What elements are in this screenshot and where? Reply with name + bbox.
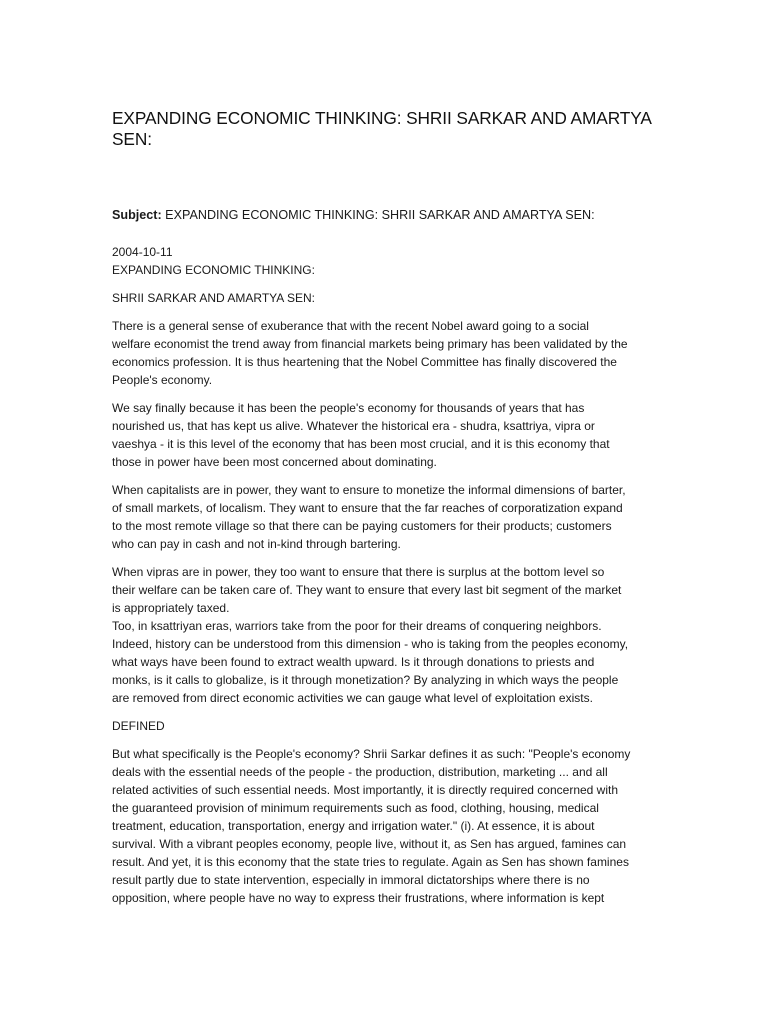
text-line: DEFINED	[112, 719, 165, 733]
paragraph-6	[112, 745, 660, 907]
subject-text: EXPANDING ECONOMIC THINKING: SHRII SARKAR AND AMARTYA SEN:	[161, 208, 595, 222]
text-line: When vipras are in power, they too want to ensure that there is surplus at the bottom level so	[112, 565, 605, 579]
document-title	[112, 108, 660, 150]
text-line: There is a general sense of exuberance that with the recent Nobel award going to a social	[112, 319, 589, 333]
text-line: to the most remote village so that there can be paying customers for their products; customers	[112, 519, 612, 533]
paragraph-3	[112, 481, 660, 553]
post-date: 2004-10-11	[112, 245, 173, 259]
article-heading-2: SHRII SARKAR AND AMARTYA SEN:	[112, 291, 315, 305]
article-heading-1: EXPANDING ECONOMIC THINKING:	[112, 263, 315, 277]
paragraph-5	[112, 617, 660, 707]
subject-line	[112, 206, 660, 224]
text-line: monks, is it calls to globalize, is it through monetization? By analyzing in which ways the people	[112, 673, 619, 687]
text-line: welfare economist the trend away from financial markets being primary has been validated by the	[112, 337, 628, 351]
text-line: survival. With a vibrant peoples economy, people live, without it, as Sen has argued, famines can	[112, 837, 627, 851]
text-line: the guaranteed provision of minimum requirements such as food, clothing, housing, medical	[112, 801, 599, 815]
paragraph-2	[112, 399, 660, 471]
text-line: economics profession. It is thus heartening that the Nobel Committee has finally discovered the	[112, 355, 617, 369]
text-line: When capitalists are in power, they want to ensure to monetize the informal dimensions of barter,	[112, 483, 626, 497]
text-line: what ways have been found to extract wealth upward. Is it through donations to priests and	[112, 655, 595, 669]
text-line: who can pay in cash and not in-kind through bartering.	[112, 537, 401, 551]
text-line: deals with the essential needs of the people - the production, distribution, marketing ... and all	[112, 765, 608, 779]
title-line: EXPANDING ECONOMIC THINKING: SHRII SARKAR AND AMARTYA	[112, 108, 652, 128]
text-line: vaeshya - it is this level of the economy that has been most crucial, and it is this economy that	[112, 437, 610, 451]
text-line: result. And yet, it is this economy that the state tries to regulate. Again as Sen has shown famines	[112, 855, 629, 869]
text-line: opposition, where people have no way to express their frustrations, where information is kept	[112, 891, 605, 905]
subject-label: Subject:	[112, 208, 162, 222]
paragraph-1	[112, 317, 660, 389]
section-heading-defined	[112, 717, 660, 735]
text-line: of small markets, of localism. They want to ensure that the far reaches of corporatization expand	[112, 501, 623, 515]
title-line: SEN:	[112, 129, 152, 149]
document-body	[112, 108, 660, 917]
text-line: Too, in ksattriyan eras, warriors take from the poor for their dreams of conquering neighbors.	[112, 619, 602, 633]
text-line: But what specifically is the People's economy? Shrii Sarkar defines it as such: "People's economy	[112, 747, 631, 761]
text-line: People's economy.	[112, 373, 213, 387]
text-line: their welfare can be taken care of. They want to ensure that every last bit segment of the market	[112, 583, 622, 597]
text-line: treatment, education, transportation, energy and irrigation water." (i). At essence, it is about	[112, 819, 595, 833]
text-line: are removed from direct economic activities we can gauge what level of exploitation exists.	[112, 691, 593, 705]
text-line: is appropriately taxed.	[112, 601, 230, 615]
text-line: Indeed, history can be understood from this dimension - who is taking from the peoples economy,	[112, 637, 629, 651]
text-line: We say finally because it has been the people's economy for thousands of years that has	[112, 401, 585, 415]
text-line: nourished us, that has kept us alive. Whatever the historical era - shudra, ksattriya, vipra or	[112, 419, 595, 433]
paragraph-4	[112, 563, 660, 617]
text-line: result partly due to state intervention, especially in immoral dictatorships where there is no	[112, 873, 590, 887]
text-line: those in power have been most concerned about dominating.	[112, 455, 437, 469]
text-line: related activities of such essential needs. Most importantly, it is directly required concerned with	[112, 783, 619, 797]
